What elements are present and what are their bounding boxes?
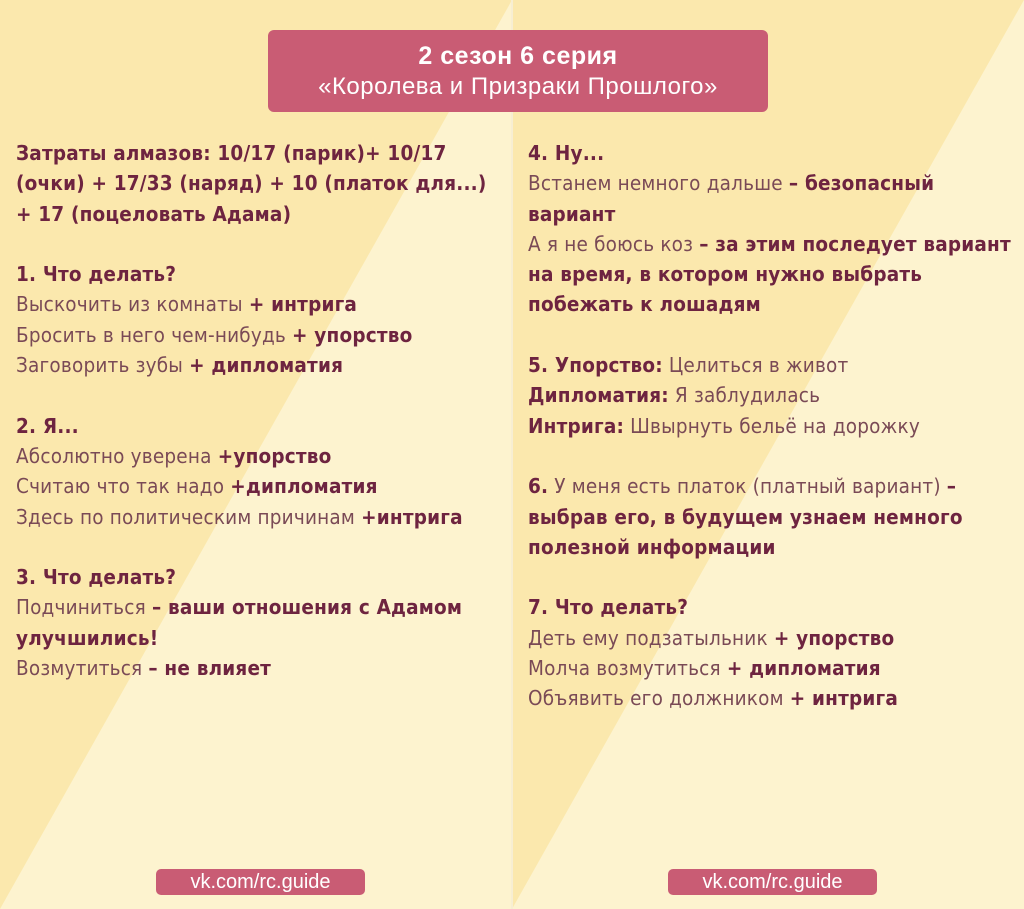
question-4	[528, 138, 1016, 320]
option-text: Возмутиться	[16, 656, 149, 681]
question-number: 6.	[528, 474, 549, 499]
option-row	[528, 653, 1016, 683]
option-row	[16, 592, 506, 653]
question-title: 2. Я...	[16, 413, 79, 438]
option-text: Молча возмутиться	[528, 656, 727, 681]
episode-title: 2 сезон 6 серия	[418, 42, 618, 70]
option-row	[528, 350, 1016, 380]
option-row	[528, 623, 1016, 653]
option-label: Дипломатия:	[528, 383, 669, 408]
option-result: – не влияет	[148, 656, 272, 681]
episode-subtitle: «Королева и Призраки Прошлого»	[318, 73, 718, 100]
option-text: Считаю что так надо	[16, 474, 231, 499]
option-result: + упорство	[773, 625, 895, 650]
question-6	[528, 471, 1016, 562]
option-label: 5. Упорство:	[528, 353, 663, 378]
question-title: 4. Ну...	[528, 141, 605, 165]
question-title: 7. Что делать?	[528, 595, 689, 620]
option-row	[16, 289, 506, 319]
option-text: Я заблудилась	[668, 383, 821, 408]
option-text: Бросить в него чем-нибудь	[16, 322, 293, 347]
option-text: Заговорить зубы	[16, 353, 190, 378]
question-title: 3. Что делать?	[16, 565, 177, 590]
question-1	[16, 259, 506, 380]
question-3	[16, 562, 506, 683]
option-text: У меня есть платок (платный вариант)	[548, 474, 947, 499]
option-text: Целиться в живот	[662, 353, 849, 378]
option-result: – ваши отношения с Адамом улучшились!	[16, 595, 463, 650]
left-column	[16, 138, 506, 714]
diamond-costs: Затраты алмазов: 10/17 (парик)+ 10/17 (очки) + 17/33 (наряд) + 10 (платок для...) + 17 (поцеловать Адама)	[16, 141, 487, 226]
option-text: Здесь по политическим причинам	[16, 504, 362, 529]
option-text: Объявить его должником	[528, 686, 790, 711]
option-text: Подчиниться	[16, 595, 152, 620]
option-mid: – за этим	[699, 231, 803, 256]
vk-link-right[interactable]: vk.com/rc.guide	[668, 869, 877, 895]
option-text: Встанем немного дальше	[528, 171, 789, 196]
option-result: +дипломатия	[230, 474, 378, 499]
question-title: 1. Что делать?	[16, 262, 177, 287]
option-result: – выбрав его, в будущем узнаем немного полезной информации	[528, 474, 963, 559]
right-column	[528, 138, 1016, 744]
option-result: + интрига	[248, 292, 358, 317]
option-row	[16, 350, 506, 380]
option-row	[528, 471, 1016, 562]
column-divider	[511, 0, 513, 909]
question-5	[528, 350, 1016, 441]
option-row	[528, 683, 1016, 713]
option-text: Деть ему подзатыльник	[528, 625, 774, 650]
option-row	[528, 411, 1016, 441]
option-result: + дипломатия	[189, 353, 344, 378]
option-text: Абсолютно уверена	[16, 443, 218, 468]
option-text: Выскочить из комнаты	[16, 292, 249, 317]
option-row	[16, 320, 506, 350]
option-row	[16, 471, 506, 501]
option-result: +упорство	[217, 443, 332, 468]
option-label: Интрига:	[528, 413, 625, 438]
option-row	[528, 380, 1016, 410]
option-result: +интрига	[361, 504, 463, 529]
option-row	[16, 653, 506, 683]
option-row	[16, 502, 506, 532]
title-banner	[268, 30, 768, 112]
option-row	[528, 229, 1016, 320]
option-result: + упорство	[292, 322, 413, 347]
option-result: + дипломатия	[726, 656, 881, 681]
option-row	[528, 168, 1016, 229]
vk-link-left[interactable]: vk.com/rc.guide	[156, 869, 365, 895]
option-text: А я не боюсь коз	[528, 231, 700, 256]
option-result: последует вариант на время, в котором нужно выбрать побежать к лошадям	[528, 231, 1011, 317]
question-7	[528, 592, 1016, 713]
option-text: Швырнуть бельё на дорожку	[624, 413, 920, 438]
option-result: – безопасный вариант	[528, 171, 935, 226]
option-row	[16, 441, 506, 471]
question-2	[16, 411, 506, 532]
option-result: + интрига	[789, 686, 899, 711]
